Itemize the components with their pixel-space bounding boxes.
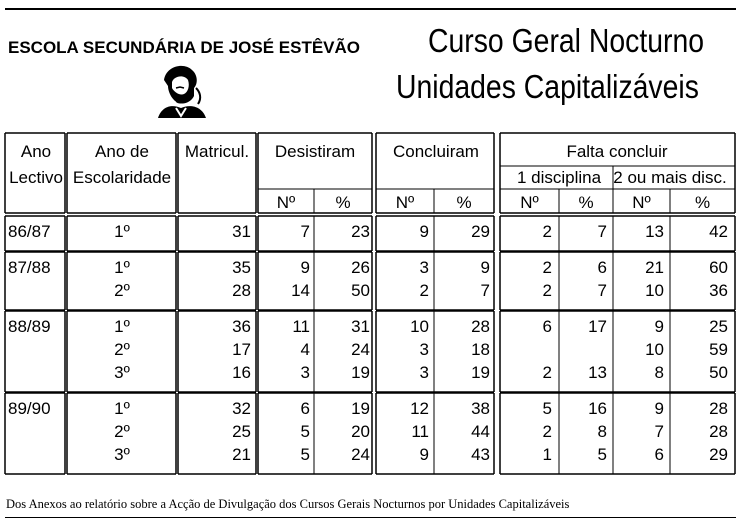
header-ano-escolaridade: Escolaridade — [72, 168, 172, 187]
row-grade: 3º — [114, 363, 130, 382]
row-value: 4 — [300, 340, 310, 359]
row-value: 7 — [300, 222, 310, 241]
row-value: 10 — [645, 340, 664, 359]
row-value: 6 — [300, 399, 310, 418]
row-year: 89/90 — [8, 399, 51, 418]
row-value: 19 — [351, 399, 370, 418]
row-grade: 1º — [114, 222, 130, 241]
row-value: 23 — [351, 222, 370, 241]
row-value: 12 — [410, 399, 429, 418]
header-pct: % — [456, 193, 472, 212]
row-value: 28 — [709, 399, 728, 418]
row-value: 2 — [542, 363, 552, 382]
header-num: Nº — [276, 193, 296, 212]
row-value: 7 — [597, 281, 607, 300]
row-value: 6 — [597, 258, 607, 277]
row-value: 28 — [471, 317, 490, 336]
row-grade: 2º — [114, 281, 130, 300]
row-value: 26 — [351, 258, 370, 277]
row-value: 18 — [471, 340, 490, 359]
row-value: 42 — [709, 222, 728, 241]
header-pct: % — [335, 193, 351, 212]
row-value: 9 — [419, 445, 429, 464]
row-grade: 1º — [114, 258, 130, 277]
row-value: 5 — [542, 399, 552, 418]
row-value: 9 — [480, 258, 490, 277]
row-value: 9 — [300, 258, 310, 277]
header-pct: % — [694, 193, 711, 212]
row-value: 17 — [588, 317, 607, 336]
row-grade: 2º — [114, 422, 130, 441]
row-value: 35 — [232, 258, 251, 277]
row-value: 2 — [419, 281, 429, 300]
row-grade: 3º — [114, 445, 130, 464]
row-value: 20 — [351, 422, 370, 441]
row-value: 25 — [232, 422, 251, 441]
header-desistiram: Desistiram — [274, 142, 356, 161]
row-value: 8 — [654, 363, 664, 382]
row-grade: 1º — [114, 399, 130, 418]
row-value: 31 — [351, 317, 370, 336]
row-value: 7 — [597, 222, 607, 241]
row-value: 59 — [709, 340, 728, 359]
row-value: 21 — [232, 445, 251, 464]
row-value: 44 — [471, 422, 490, 441]
row-value: 2 — [542, 281, 552, 300]
row-value: 6 — [542, 317, 552, 336]
row-value: 36 — [232, 317, 251, 336]
school-name: ESCOLA SECUNDÁRIA DE JOSÉ ESTÊVÃO — [8, 38, 361, 57]
row-value: 9 — [654, 317, 664, 336]
row-value: 29 — [709, 445, 728, 464]
row-value: 6 — [654, 445, 664, 464]
row-value: 13 — [588, 363, 607, 382]
header-matricul: Matricul. — [184, 142, 250, 161]
header-falta-concluir: Falta concluir — [566, 142, 668, 161]
row-value: 25 — [709, 317, 728, 336]
row-value: 43 — [471, 445, 490, 464]
row-value: 3 — [419, 258, 429, 277]
row-value: 7 — [480, 281, 490, 300]
row-value: 7 — [654, 422, 664, 441]
row-value: 60 — [709, 258, 728, 277]
row-value: 11 — [292, 317, 310, 336]
row-value: 3 — [300, 363, 310, 382]
row-value: 31 — [232, 222, 251, 241]
header-ano-escolaridade: Ano de — [95, 142, 149, 161]
header-num: Nº — [632, 193, 651, 212]
row-year: 87/88 — [8, 258, 51, 277]
row-value: 5 — [597, 445, 607, 464]
row-value: 29 — [471, 222, 490, 241]
row-value: 5 — [300, 445, 310, 464]
row-value: 3 — [419, 340, 429, 359]
row-value: 32 — [232, 399, 251, 418]
row-value: 9 — [419, 222, 429, 241]
row-value: 38 — [471, 399, 490, 418]
header-num: Nº — [395, 193, 415, 212]
row-value: 2 — [542, 422, 552, 441]
row-grade: 1º — [114, 317, 130, 336]
row-year: 88/89 — [8, 317, 51, 336]
row-value: 19 — [351, 363, 370, 382]
row-value: 16 — [588, 399, 607, 418]
row-value: 24 — [351, 445, 370, 464]
course-subtitle: Unidades Capitalizáveis — [396, 68, 699, 105]
row-value: 14 — [291, 281, 310, 300]
header-pct: % — [578, 193, 594, 212]
row-value: 36 — [709, 281, 728, 300]
row-value: 2 — [542, 222, 552, 241]
bottom-rule — [5, 517, 736, 518]
header-num: Nº — [520, 193, 539, 212]
row-value: 28 — [709, 422, 728, 441]
header-ano-lectivo: Lectivo — [9, 168, 63, 187]
row-value: 2 — [542, 258, 552, 277]
row-value: 5 — [300, 422, 310, 441]
row-value: 24 — [351, 340, 370, 359]
header-2-ou-mais: 2 ou mais disc. — [613, 168, 727, 187]
row-grade: 2º — [114, 340, 130, 359]
row-value: 8 — [597, 422, 607, 441]
header-1-disciplina: 1 disciplina — [516, 168, 602, 187]
row-value: 16 — [232, 363, 251, 382]
row-value: 21 — [645, 258, 664, 277]
row-value: 9 — [654, 399, 664, 418]
header-ano-lectivo: Ano — [20, 142, 52, 161]
row-value: 19 — [471, 363, 490, 382]
row-value: 13 — [645, 222, 664, 241]
row-year: 86/87 — [8, 222, 51, 241]
row-value: 10 — [645, 281, 664, 300]
row-value: 3 — [419, 363, 429, 382]
row-value: 50 — [709, 363, 728, 382]
footer-note: Dos Anexos ao relatório sobre a Acção de Divulgação dos Cursos Gerais Nocturnos por Unidades Capitalizáveis — [6, 497, 570, 511]
row-value: 11 — [411, 422, 429, 441]
row-value: 28 — [232, 281, 251, 300]
header-concluiram: Concluiram — [393, 142, 479, 161]
row-value: 10 — [410, 317, 429, 336]
row-value: 50 — [351, 281, 370, 300]
row-value: 17 — [232, 340, 251, 359]
row-value: 1 — [542, 445, 552, 464]
course-title: Curso Geral Nocturno — [428, 22, 705, 59]
